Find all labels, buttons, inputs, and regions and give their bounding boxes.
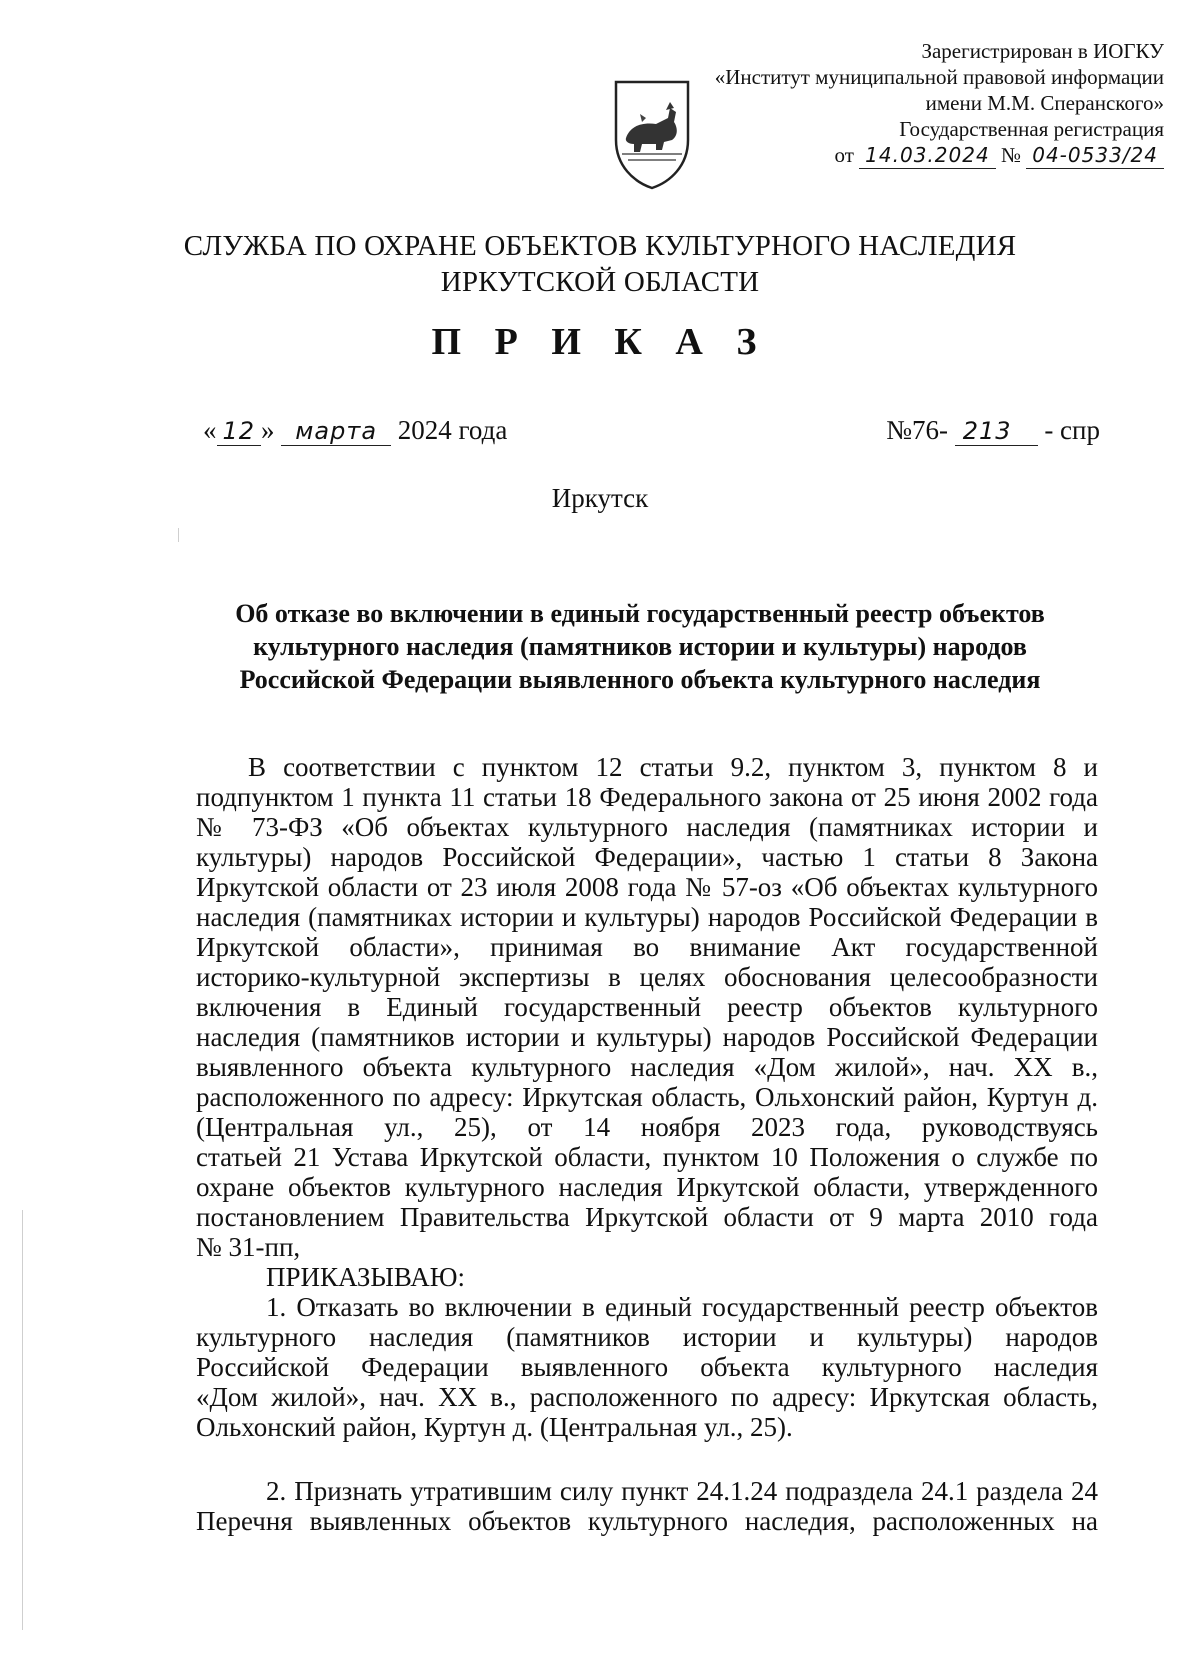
order-subject <box>180 597 1100 696</box>
order-number-suffix: - спр <box>1044 415 1100 445</box>
subject-line: культурного наследия (памятников истории и культуры) народов <box>253 632 1027 661</box>
body-line: № 31-пп, <box>196 1232 301 1262</box>
registration-date-handwritten: 14.03.2024 <box>859 142 996 169</box>
order-body <box>196 752 1098 1536</box>
order-date <box>203 415 507 446</box>
order-number <box>886 415 1100 446</box>
order-number-prefix: №76- <box>886 415 948 445</box>
body-line: историко-культурной экспертизы в целях обоснования целесообразности <box>196 962 1098 992</box>
registration-number-handwritten: 04-0533/24 <box>1026 142 1164 169</box>
body-line: № 73-ФЗ «Об объектах культурного наследия (памятниках истории и <box>196 812 1098 842</box>
agency-name-line: ИРКУТСКОЙ ОБЛАСТИ <box>440 266 760 298</box>
agency-name-line: СЛУЖБА ПО ОХРАНЕ ОБЪЕКТОВ КУЛЬТУРНОГО НАСЛЕДИЯ <box>183 230 1017 262</box>
body-line: постановлением Правительства Иркутской области от 9 марта 2010 года <box>196 1202 1098 1232</box>
registration-line: Государственная регистрация <box>899 117 1164 141</box>
date-close-quote: » <box>261 415 275 445</box>
body-line: включения в Единый государственный реестр объектов культурного <box>196 992 1098 1022</box>
body-line: Иркутской области», принимая во внимание Акт государственной <box>196 932 1098 962</box>
date-day-handwritten: 12 <box>217 417 262 446</box>
body-line: наследия (памятниках истории и культуры) народов Российской Федерации в <box>196 902 1098 932</box>
subject-line: Российской Федерации выявленного объекта культурного наследия <box>239 665 1041 694</box>
scan-artifact <box>22 1210 23 1630</box>
body-line: расположенного по адресу: Иркутская область, Ольхонский район, Куртун д. <box>196 1082 1098 1112</box>
scan-artifact <box>178 528 179 542</box>
date-month-handwritten: марта <box>281 417 391 446</box>
registration-stamp <box>644 38 1164 169</box>
registration-date-number-line <box>644 142 1164 169</box>
agency-name <box>0 228 1200 300</box>
body-line: подпунктом 1 пункта 11 статьи 18 Федерального закона от 25 июня 2002 года <box>196 782 1098 812</box>
order-number-handwritten: 213 <box>955 417 1038 446</box>
city-name: Иркутск <box>551 483 649 513</box>
item-1-line: культурного наследия (памятников истории и культуры) народов <box>196 1322 1098 1352</box>
item-2-line: 2. Признать утратившим силу пункт 24.1.24 подраздела 24.1 раздела 24 <box>266 1476 1098 1506</box>
item-1-line: 1. Отказать во включении в единый государственный реестр объектов <box>266 1292 1098 1322</box>
item-1-line: «Дом жилой», нач. XX в., расположенного по адресу: Иркутская область, <box>196 1382 1098 1412</box>
body-line: наследия (памятников истории и культуры) народов Российской Федерации <box>196 1022 1098 1052</box>
body-line: (Центральная ул., 25), от 14 ноября 2023 года, руководствуясь <box>196 1112 1098 1142</box>
registration-line: Зарегистрирован в ИОГКУ <box>921 39 1164 63</box>
body-line: выявленного объекта культурного наследия «Дом жилой», нач. XX в., <box>196 1052 1098 1082</box>
registration-line: «Институт муниципальной правовой информации <box>714 65 1164 89</box>
registration-line: имени М.М. Сперанского» <box>925 91 1164 115</box>
body-line: культуры) народов Российской Федерации», частью 1 статьи 8 Закона <box>196 842 1098 872</box>
body-line: охране объектов культурного наследия Иркутской области, утвержденного <box>196 1172 1098 1202</box>
date-year: 2024 года <box>397 415 508 445</box>
item-2-line: Перечня выявленных объектов культурного наследия, расположенных на <box>196 1506 1098 1536</box>
body-line: В соответствии с пунктом 12 статьи 9.2, пунктом 3, пунктом 8 и <box>248 752 1098 782</box>
order-word: ПРИКАЗЫВАЮ: <box>266 1262 465 1292</box>
item-1-line: Российской Федерации выявленного объекта культурного наследия <box>196 1352 1098 1382</box>
registration-from-label: от <box>834 143 854 167</box>
document-title: П Р И К А З <box>431 321 769 363</box>
item-1-line: Ольхонский район, Куртун д. (Центральная ул., 25). <box>196 1412 793 1442</box>
date-open-quote: « <box>203 415 217 445</box>
body-line: статьей 21 Устава Иркутской области, пунктом 10 Положения о службе по <box>196 1142 1098 1172</box>
registration-number-label: № <box>1000 143 1021 167</box>
subject-line: Об отказе во включении в единый государственный реестр объектов <box>235 599 1045 628</box>
body-line: Иркутской области от 23 июля 2008 года № 57-оз «Об объектах культурного <box>196 872 1098 902</box>
